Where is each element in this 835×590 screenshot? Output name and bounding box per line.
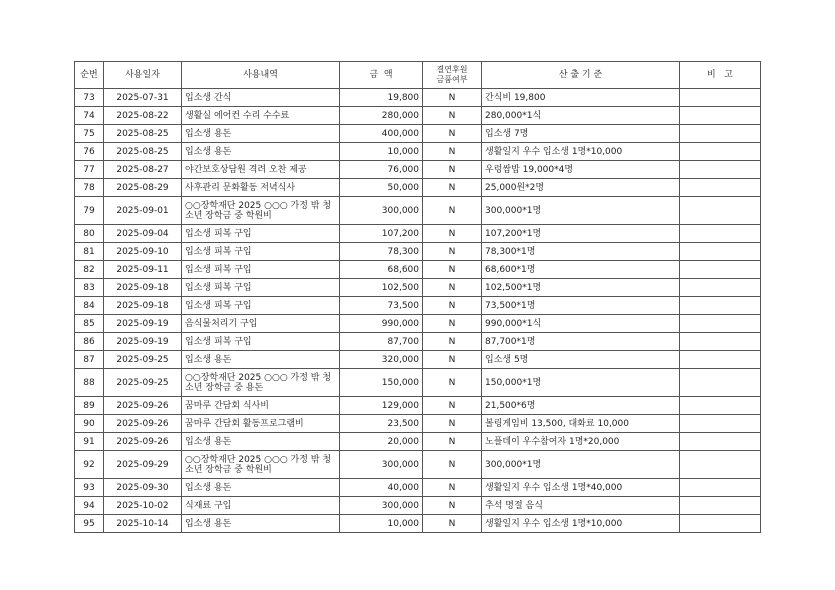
table-row: [75, 333, 761, 351]
cell-amount: 68,600: [340, 261, 423, 279]
cell-basis: 생활일지 우수 입소생 1명*10,000: [482, 143, 680, 161]
cell-no: 89: [75, 397, 104, 415]
cell-no: 94: [75, 497, 104, 515]
cell-desc: 꿈마루 간담회 활동프로그램비: [182, 415, 340, 433]
cell-date: 2025-09-19: [104, 315, 182, 333]
table-row: [75, 433, 761, 451]
table-row: [75, 125, 761, 143]
cell-note: [680, 479, 761, 497]
cell-basis: 73,500*1명: [482, 297, 680, 315]
cell-amount: 40,000: [340, 479, 423, 497]
table-row: [75, 143, 761, 161]
cell-amount: 300,000: [340, 197, 423, 225]
cell-flag: N: [423, 369, 482, 397]
cell-flag: N: [423, 451, 482, 479]
cell-basis: 990,000*1식: [482, 315, 680, 333]
cell-basis: 생활일지 우수 입소생 1명*40,000: [482, 479, 680, 497]
table-row: [75, 89, 761, 107]
cell-no: 92: [75, 451, 104, 479]
cell-flag: N: [423, 333, 482, 351]
cell-date: 2025-07-31: [104, 89, 182, 107]
table-row: [75, 415, 761, 433]
cell-note: [680, 143, 761, 161]
cell-flag: N: [423, 515, 482, 533]
cell-amount: 129,000: [340, 397, 423, 415]
cell-amount: 400,000: [340, 125, 423, 143]
cell-desc: 야간보호상담원 격려 오찬 제공: [182, 161, 340, 179]
cell-desc: 입소생 용돈: [182, 433, 340, 451]
cell-desc: 입소생 피복 구입: [182, 297, 340, 315]
cell-date: 2025-09-25: [104, 369, 182, 397]
cell-no: 79: [75, 197, 104, 225]
cell-note: [680, 315, 761, 333]
cell-date: 2025-09-18: [104, 279, 182, 297]
cell-desc: 꿈마루 간담회 식사비: [182, 397, 340, 415]
header-basis: 산 출 기 준: [482, 62, 680, 89]
cell-note: [680, 369, 761, 397]
cell-date: 2025-09-04: [104, 225, 182, 243]
cell-note: [680, 451, 761, 479]
cell-no: 80: [75, 225, 104, 243]
table-row: [75, 225, 761, 243]
cell-amount: 10,000: [340, 143, 423, 161]
cell-basis: 생활일지 우수 입소생 1명*10,000: [482, 515, 680, 533]
cell-amount: 990,000: [340, 315, 423, 333]
cell-note: [680, 433, 761, 451]
cell-flag: N: [423, 143, 482, 161]
cell-desc: 사후관리 문화활동 저녁식사: [182, 179, 340, 197]
cell-desc: ○○장학재단 2025 ○○○ 가정 밖 청소년 장학금 중 학원비: [182, 197, 340, 225]
cell-amount: 300,000: [340, 497, 423, 515]
cell-flag: N: [423, 479, 482, 497]
cell-note: [680, 515, 761, 533]
cell-flag: N: [423, 261, 482, 279]
cell-note: [680, 179, 761, 197]
cell-flag: N: [423, 497, 482, 515]
table-row: [75, 369, 761, 397]
cell-flag: N: [423, 397, 482, 415]
cell-flag: N: [423, 243, 482, 261]
table-row: [75, 479, 761, 497]
table-row: [75, 515, 761, 533]
cell-date: 2025-08-22: [104, 107, 182, 125]
cell-flag: N: [423, 415, 482, 433]
cell-note: [680, 415, 761, 433]
cell-basis: 추석 명절 음식: [482, 497, 680, 515]
cell-no: 95: [75, 515, 104, 533]
cell-basis: 볼링게임비 13,500, 대화료 10,000: [482, 415, 680, 433]
cell-flag: N: [423, 107, 482, 125]
cell-basis: 300,000*1명: [482, 451, 680, 479]
cell-flag: N: [423, 161, 482, 179]
cell-amount: 150,000: [340, 369, 423, 397]
cell-basis: 입소생 7명: [482, 125, 680, 143]
table-row: [75, 107, 761, 125]
header-no: 순번: [75, 62, 104, 89]
cell-note: [680, 243, 761, 261]
cell-desc: 입소생 용돈: [182, 479, 340, 497]
cell-flag: N: [423, 351, 482, 369]
cell-desc: 입소생 용돈: [182, 143, 340, 161]
table-row: [75, 297, 761, 315]
cell-flag: N: [423, 125, 482, 143]
cell-amount: 10,000: [340, 515, 423, 533]
cell-date: 2025-10-02: [104, 497, 182, 515]
cell-flag: N: [423, 225, 482, 243]
cell-no: 86: [75, 333, 104, 351]
header-flag: [423, 62, 482, 89]
cell-basis: 300,000*1명: [482, 197, 680, 225]
cell-note: [680, 107, 761, 125]
cell-note: [680, 161, 761, 179]
cell-flag: N: [423, 179, 482, 197]
cell-amount: 320,000: [340, 351, 423, 369]
table-row: [75, 161, 761, 179]
cell-note: [680, 351, 761, 369]
header-row: [75, 62, 761, 89]
cell-basis: 입소생 5명: [482, 351, 680, 369]
cell-flag: N: [423, 315, 482, 333]
cell-date: 2025-08-25: [104, 143, 182, 161]
cell-no: 73: [75, 89, 104, 107]
cell-desc: 입소생 피복 구입: [182, 225, 340, 243]
cell-note: [680, 297, 761, 315]
cell-no: 88: [75, 369, 104, 397]
cell-basis: 78,300*1명: [482, 243, 680, 261]
cell-date: 2025-08-29: [104, 179, 182, 197]
cell-date: 2025-09-29: [104, 451, 182, 479]
cell-note: [680, 89, 761, 107]
table-row: [75, 279, 761, 297]
cell-desc: 음식물처리기 구입: [182, 315, 340, 333]
cell-no: 77: [75, 161, 104, 179]
cell-note: [680, 125, 761, 143]
cell-flag: N: [423, 197, 482, 225]
cell-flag: N: [423, 89, 482, 107]
cell-desc: ○○장학재단 2025 ○○○ 가정 밖 청소년 장학금 중 학원비: [182, 451, 340, 479]
cell-no: 87: [75, 351, 104, 369]
cell-amount: 23,500: [340, 415, 423, 433]
cell-no: 83: [75, 279, 104, 297]
cell-desc: 입소생 피복 구입: [182, 279, 340, 297]
cell-note: [680, 279, 761, 297]
cell-no: 75: [75, 125, 104, 143]
table-row: [75, 351, 761, 369]
cell-flag: N: [423, 279, 482, 297]
cell-date: 2025-09-01: [104, 197, 182, 225]
cell-no: 90: [75, 415, 104, 433]
header-note: [680, 62, 761, 89]
cell-desc: 입소생 용돈: [182, 125, 340, 143]
cell-date: 2025-09-18: [104, 297, 182, 315]
header-date: 사용일자: [104, 62, 182, 89]
cell-no: 91: [75, 433, 104, 451]
cell-date: 2025-08-27: [104, 161, 182, 179]
expense-table: [74, 61, 761, 533]
cell-date: 2025-10-14: [104, 515, 182, 533]
table-row: [75, 451, 761, 479]
cell-date: 2025-09-30: [104, 479, 182, 497]
header-amount: [340, 62, 423, 89]
cell-note: [680, 225, 761, 243]
cell-amount: 78,300: [340, 243, 423, 261]
cell-no: 93: [75, 479, 104, 497]
cell-date: 2025-09-26: [104, 415, 182, 433]
table-body: [75, 89, 761, 533]
cell-basis: 노플데이 우수참여자 1명*20,000: [482, 433, 680, 451]
cell-no: 84: [75, 297, 104, 315]
cell-amount: 19,800: [340, 89, 423, 107]
cell-no: 76: [75, 143, 104, 161]
cell-basis: 우렁쌈밥 19,000*4명: [482, 161, 680, 179]
cell-note: [680, 261, 761, 279]
table-row: [75, 497, 761, 515]
cell-amount: 300,000: [340, 451, 423, 479]
cell-note: [680, 497, 761, 515]
header-desc: 사용내역: [182, 62, 340, 89]
cell-note: [680, 197, 761, 225]
cell-amount: 20,000: [340, 433, 423, 451]
cell-basis: 150,000*1명: [482, 369, 680, 397]
table-row: [75, 315, 761, 333]
cell-basis: 107,200*1명: [482, 225, 680, 243]
cell-basis: 68,600*1명: [482, 261, 680, 279]
cell-desc: 입소생 피복 구입: [182, 333, 340, 351]
cell-desc: 입소생 피복 구입: [182, 261, 340, 279]
cell-flag: N: [423, 433, 482, 451]
cell-desc: 입소생 용돈: [182, 351, 340, 369]
cell-desc: ○○장학재단 2025 ○○○ 가정 밖 청소년 장학금 중 용돈: [182, 369, 340, 397]
cell-no: 85: [75, 315, 104, 333]
table-row: [75, 179, 761, 197]
table-row: [75, 261, 761, 279]
table-row: [75, 197, 761, 225]
cell-amount: 76,000: [340, 161, 423, 179]
cell-date: 2025-09-26: [104, 433, 182, 451]
cell-date: 2025-08-25: [104, 125, 182, 143]
cell-no: 74: [75, 107, 104, 125]
cell-no: 81: [75, 243, 104, 261]
header-flag-line2: 금품여부: [436, 75, 468, 84]
cell-amount: 87,700: [340, 333, 423, 351]
cell-note: [680, 397, 761, 415]
header-flag-line1: 결연후원: [436, 65, 468, 74]
cell-basis: 25,000원*2명: [482, 179, 680, 197]
cell-date: 2025-09-25: [104, 351, 182, 369]
cell-amount: 73,500: [340, 297, 423, 315]
cell-date: 2025-09-11: [104, 261, 182, 279]
cell-date: 2025-09-19: [104, 333, 182, 351]
cell-basis: 간식비 19,800: [482, 89, 680, 107]
cell-basis: 21,500*6명: [482, 397, 680, 415]
cell-amount: 280,000: [340, 107, 423, 125]
cell-note: [680, 333, 761, 351]
cell-amount: 107,200: [340, 225, 423, 243]
header-amount-label: 금 액: [369, 70, 393, 80]
table-row: [75, 397, 761, 415]
cell-desc: 생활실 에어컨 수리 수수료: [182, 107, 340, 125]
cell-basis: 102,500*1명: [482, 279, 680, 297]
cell-amount: 102,500: [340, 279, 423, 297]
cell-desc: 입소생 용돈: [182, 515, 340, 533]
cell-date: 2025-09-10: [104, 243, 182, 261]
cell-no: 78: [75, 179, 104, 197]
cell-date: 2025-09-26: [104, 397, 182, 415]
cell-amount: 50,000: [340, 179, 423, 197]
cell-desc: 식재료 구입: [182, 497, 340, 515]
cell-desc: 입소생 간식: [182, 89, 340, 107]
cell-no: 82: [75, 261, 104, 279]
cell-desc: 입소생 피복 구입: [182, 243, 340, 261]
table-row: [75, 243, 761, 261]
cell-basis: 280,000*1식: [482, 107, 680, 125]
cell-basis: 87,700*1명: [482, 333, 680, 351]
header-note-label: 비 고: [707, 70, 733, 80]
cell-flag: N: [423, 297, 482, 315]
